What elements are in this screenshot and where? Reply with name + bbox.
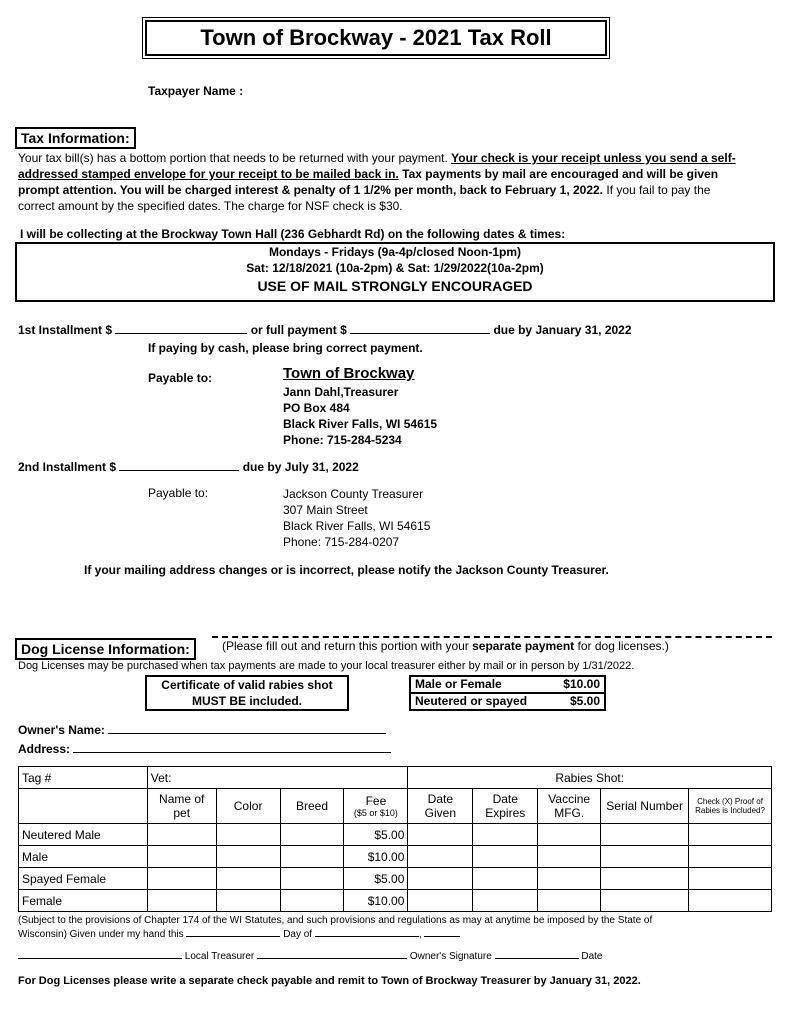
receipt-notice: Your check is your receipt unless you send a self-addressed stamped envelope for your receipt to be mailed back in.	[18, 151, 736, 181]
installment2-amount-field[interactable]	[119, 460, 239, 471]
table-row	[19, 890, 772, 912]
address-label: Address:	[18, 742, 71, 756]
col-breed: Breed	[280, 789, 344, 824]
address-row	[18, 742, 391, 756]
table-row	[19, 824, 772, 846]
given-day-field[interactable]	[186, 928, 280, 937]
fee-price: $5.00	[569, 694, 600, 708]
col-color: Color	[216, 789, 280, 824]
owner-name-row	[18, 723, 386, 737]
dog-instr-end: for dog licenses.)	[574, 639, 669, 653]
dog-instr-text: (Please fill out and return this portion with your	[222, 639, 473, 653]
date-label: Date	[581, 951, 603, 962]
cash-note: If paying by cash, please bring correct payment.	[148, 341, 423, 355]
dog-instr-bold: separate payment	[472, 639, 575, 653]
col-fee	[344, 789, 408, 824]
installment1-line	[18, 323, 632, 337]
vet-header: Vet:	[147, 767, 408, 789]
fee-label: Neutered or spayed	[415, 694, 528, 708]
date-expires-cell[interactable]	[473, 846, 538, 868]
date-expires-cell[interactable]	[473, 824, 538, 846]
table-subheader-row	[19, 789, 772, 824]
payee-town-address	[283, 384, 437, 448]
pet-name-cell[interactable]	[147, 846, 216, 868]
day-of-month-field[interactable]	[315, 928, 419, 937]
nsf-notice: If you fail to pay the correct amount by the specified dates. The charge for NSF check is $30.	[18, 183, 711, 213]
payee-line: Jann Dahl,Treasurer	[283, 385, 399, 399]
pet-name-cell[interactable]	[147, 890, 216, 912]
mail-payment-notice: Tax payments by mail are encouraged and will be given prompt attention. You will be charged interest & penalty of 1 1/2% per month, back to February 1, 2022.	[18, 167, 719, 197]
rabies-certificate-box	[145, 675, 349, 711]
date-expires-cell[interactable]	[473, 890, 538, 912]
address-change-notice: If your mailing address changes or is incorrect, please notify the Jackson County Treasurer.	[84, 563, 609, 577]
installment2-due: due by July 31, 2022	[242, 460, 359, 474]
dog-license-table	[18, 766, 772, 912]
col-proof-of-rabies: Check (X) Proof of Rabies is Included?	[689, 789, 772, 824]
blank-header-cell	[19, 789, 148, 824]
pet-name-cell[interactable]	[147, 868, 216, 890]
page-title: Town of Brockway - 2021 Tax Roll	[145, 20, 607, 56]
serial-cell[interactable]	[601, 890, 689, 912]
statute-line-2: Wisconsin) Given under my hand this Day of ,	[18, 928, 460, 940]
col-name-of-pet: Name of pet	[147, 789, 216, 824]
date-given-cell[interactable]	[408, 846, 473, 868]
color-cell[interactable]	[216, 890, 280, 912]
installment2-label: 2nd Installment $	[18, 460, 117, 474]
date-field[interactable]	[495, 950, 579, 959]
statute-line-1: (Subject to the provisions of Chapter 174 of the WI Statutes, and such provisions and regulations as may at anytime be imposed by the State of	[18, 915, 653, 926]
installment2-line	[18, 460, 359, 474]
owner-signature-field[interactable]	[257, 950, 407, 959]
table-row	[19, 846, 772, 868]
rabies-shot-header: Rabies Shot:	[408, 767, 772, 789]
payee-line: Phone: 715-284-5234	[283, 433, 402, 447]
dog-instructions	[222, 639, 669, 653]
breed-cell[interactable]	[280, 824, 344, 846]
col-vaccine-mfg: Vaccine MFG.	[538, 789, 601, 824]
color-cell[interactable]	[216, 846, 280, 868]
date-given-cell[interactable]	[408, 824, 473, 846]
mail-encouraged: USE OF MAIL STRONGLY ENCOURAGED	[257, 278, 533, 294]
payee-line: Black River Falls, WI 54615	[283, 519, 431, 533]
dog-license-heading: Dog License Information:	[15, 638, 196, 660]
breed-cell[interactable]	[280, 890, 344, 912]
table-row	[19, 868, 772, 890]
owner-name-label: Owner's Name:	[18, 723, 105, 737]
proof-check-cell[interactable]	[689, 868, 772, 890]
vaccine-cell[interactable]	[538, 846, 601, 868]
col-date-expires: Date Expires	[473, 789, 538, 824]
local-treasurer-label: Local Treasurer	[184, 951, 255, 962]
payable-to-label-2: Payable to:	[148, 486, 209, 500]
row-type: Male	[19, 846, 148, 868]
fee-row	[411, 694, 604, 709]
vaccine-cell[interactable]	[538, 890, 601, 912]
installment1-amount-field[interactable]	[115, 323, 247, 334]
installment1-due: due by January 31, 2022	[493, 323, 632, 337]
hours-weekdays: Mondays - Fridays (9a-4p/closed Noon-1pm)	[268, 245, 522, 259]
vaccine-cell[interactable]	[538, 824, 601, 846]
table-header-row	[19, 767, 772, 789]
full-payment-amount-field[interactable]	[350, 323, 490, 334]
serial-cell[interactable]	[601, 868, 689, 890]
breed-cell[interactable]	[280, 868, 344, 890]
fee-header: Fee	[365, 794, 387, 808]
color-cell[interactable]	[216, 824, 280, 846]
dashed-divider	[212, 636, 772, 638]
installment1-label: 1st Installment $	[18, 323, 113, 337]
col-date-given: Date Given	[408, 789, 473, 824]
fee-price: $10.00	[563, 677, 600, 691]
payee-line: 307 Main Street	[283, 503, 368, 517]
day-of-label: Day of	[283, 929, 313, 940]
given-under-hand: Wisconsin) Given under my hand this	[18, 929, 184, 940]
date-given-cell[interactable]	[408, 868, 473, 890]
proof-check-cell[interactable]	[689, 846, 772, 868]
color-cell[interactable]	[216, 868, 280, 890]
serial-cell[interactable]	[601, 824, 689, 846]
dog-purchase-note: Dog Licenses may be purchased when tax payments are made to your local treasurer either by mail or in person by 1/31/2022.	[18, 660, 635, 672]
tax-info-text: Your tax bill(s) has a bottom portion that needs to be returned with your payment.	[18, 151, 448, 165]
payee-line: PO Box 484	[283, 401, 350, 415]
proof-check-cell[interactable]	[689, 890, 772, 912]
payee-town: Town of Brockway	[283, 365, 415, 382]
payee-line: Phone: 715-284-0207	[283, 535, 400, 549]
rabies-line: Certificate of valid rabies shot	[161, 678, 333, 692]
breed-cell[interactable]	[280, 846, 344, 868]
fee-label: Male or Female	[415, 677, 502, 691]
local-treasurer-signature-field[interactable]	[18, 950, 182, 959]
taxpayer-name-label: Taxpayer Name :	[148, 84, 244, 98]
address-field[interactable]	[73, 742, 391, 753]
full-payment-label: or full payment $	[250, 323, 347, 337]
row-fee: $10.00	[344, 846, 408, 868]
collecting-notice: I will be collecting at the Brockway Town Hall (236 Gebhardt Rd) on the following dates & times:	[20, 227, 566, 241]
tax-info-paragraph	[18, 150, 738, 214]
pet-name-cell[interactable]	[147, 824, 216, 846]
dog-final-note: For Dog Licenses please write a separate check payable and remit to Town of Brockway Treasurer by January 31, 2022.	[18, 975, 641, 987]
row-fee: $5.00	[344, 868, 408, 890]
col-serial-number: Serial Number	[601, 789, 689, 824]
row-type: Spayed Female	[19, 868, 148, 890]
owner-name-field[interactable]	[108, 723, 386, 734]
payable-to-label-1: Payable to:	[148, 371, 213, 385]
date-given-cell[interactable]	[408, 890, 473, 912]
day-of-year-field[interactable]	[424, 928, 460, 937]
hours-box	[15, 242, 775, 302]
hours-saturdays: Sat: 12/18/2021 (10a-2pm) & Sat: 1/29/2022(10a-2pm)	[246, 261, 544, 275]
vaccine-cell[interactable]	[538, 868, 601, 890]
row-type: Neutered Male	[19, 824, 148, 846]
signature-row	[18, 950, 602, 962]
fee-row	[411, 677, 604, 694]
row-fee: $10.00	[344, 890, 408, 912]
tax-info-heading: Tax Information:	[15, 127, 136, 149]
dog-fee-box	[409, 675, 606, 711]
row-type: Female	[19, 890, 148, 912]
rabies-line: MUST BE included.	[191, 694, 302, 708]
proof-check-cell[interactable]	[689, 824, 772, 846]
serial-cell[interactable]	[601, 846, 689, 868]
row-fee: $5.00	[344, 824, 408, 846]
date-expires-cell[interactable]	[473, 868, 538, 890]
tag-header: Tag #	[19, 767, 148, 789]
payee-line: Black River Falls, WI 54615	[283, 417, 438, 431]
payee-line: Jackson County Treasurer	[283, 487, 424, 501]
fee-subheader: ($5 or $10)	[353, 808, 398, 818]
owner-signature-label: Owner's Signature	[409, 951, 492, 962]
payee-county-address	[283, 486, 430, 550]
